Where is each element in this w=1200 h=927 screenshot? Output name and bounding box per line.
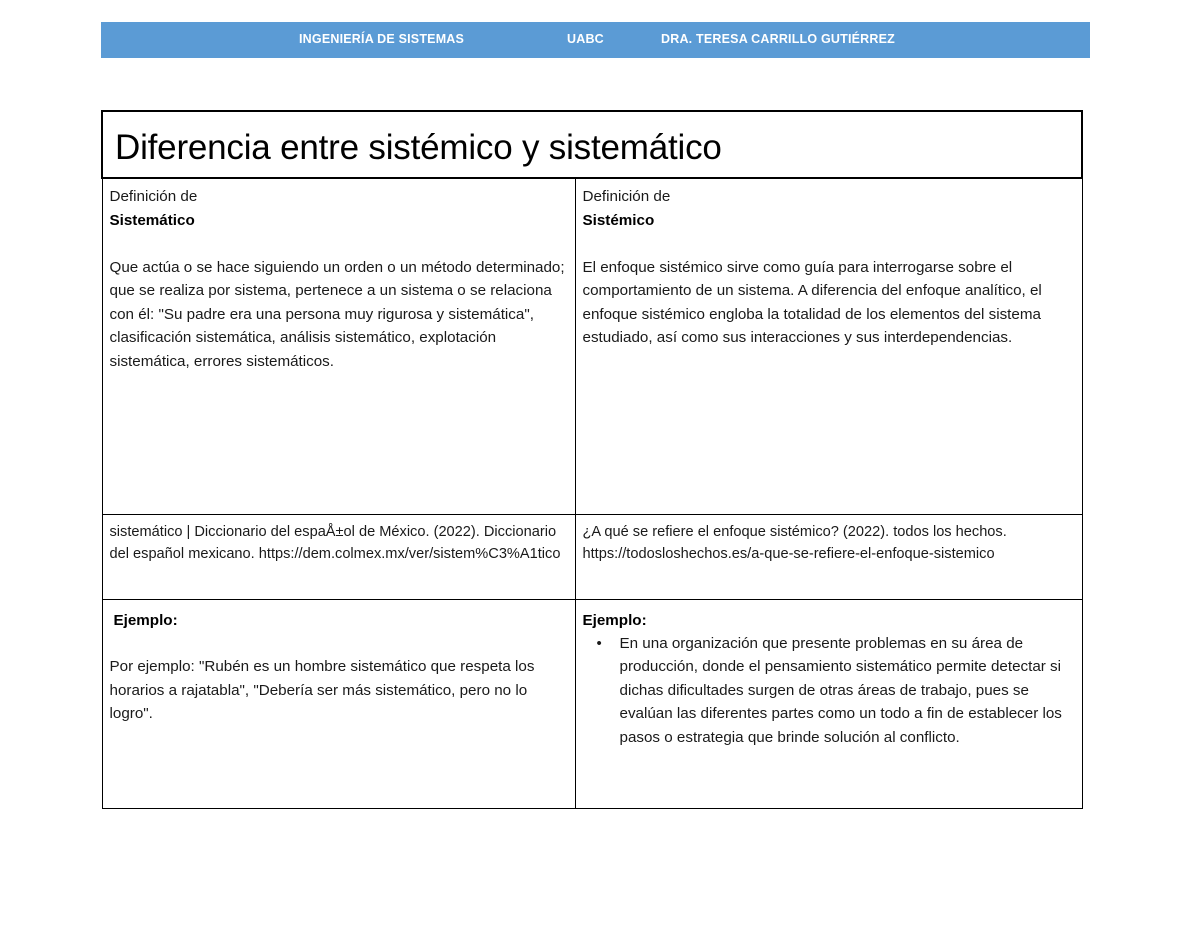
table-row-examples bbox=[102, 599, 1082, 808]
example-body-left: Por ejemplo: "Rubén es un hombre sistemático que respeta los horarios a rajatabla", "Debería ser más sistemático, pero no lo logro". bbox=[109, 658, 535, 722]
definition-body-right: El enfoque sistémico sirve como guía para interrogarse sobre el comportamiento de un sistema. A diferencia del enfoque analítico, el enfoque sistémico engloba la totalidad de los elementos del sistema estudiado, así como sus interacciones y sus interdependencias. bbox=[582, 258, 1042, 346]
header-professor-name: DRA. TERESA CARRILLO GUTIÉRREZ bbox=[661, 32, 896, 46]
example-bullet-list bbox=[583, 632, 1074, 750]
comparison-table bbox=[101, 110, 1083, 809]
definition-cell-sistemico bbox=[575, 178, 1082, 514]
table-row-citations bbox=[102, 514, 1082, 599]
header-institution-name: UABC bbox=[567, 32, 604, 46]
list-item bbox=[583, 632, 1074, 750]
table-title-cell bbox=[102, 111, 1082, 178]
example-heading-left: Ejemplo: bbox=[113, 611, 178, 629]
table-row-definitions bbox=[102, 178, 1082, 514]
citation-text-left: sistemático | Diccionario del espaÅ±ol de México. (2022). Diccionario del español mexicano. https://dem.colmex.mx/ver/sistem%C3%A1tico bbox=[109, 523, 561, 562]
definition-body-left: Que actúa o se hace siguiendo un orden o un método determinado; que se realiza por sistema, pertenece a un sistema o se relaciona con él: "Su padre era una persona muy rigurosa y sistemática", clasificación sistemática, análisis sistemático, explotación sistemática, errores sistemáticos. bbox=[109, 258, 565, 370]
definition-term-left: Sistemático bbox=[109, 211, 195, 229]
list-item-text: En una organización que presente problemas en su área de producción, donde el pensamiento sistemático permite detectar si dichas dificultades surgen de otras áreas de trabajo, pues se evalúan las diferentes partes como un todo a fin de establecer los pasos o estrategia que brinde solución al conflicto. bbox=[619, 634, 1062, 746]
definition-label-left: Definición de bbox=[109, 188, 198, 205]
example-cell-sistemico bbox=[575, 599, 1082, 808]
spacer-left-example bbox=[110, 632, 567, 656]
citation-cell-sistemico bbox=[575, 514, 1082, 599]
citation-text-right: ¿A qué se refiere el enfoque sistémico? (2022). todos los hechos. https://todosloshechos.es/a-que-se-refiere-el-enfoque-sistemico bbox=[582, 523, 1007, 562]
definition-label-right: Definición de bbox=[582, 188, 671, 205]
definition-cell-sistematico bbox=[102, 178, 575, 514]
definition-term-right: Sistémico bbox=[582, 211, 655, 229]
citation-cell-sistematico bbox=[102, 514, 575, 599]
page-header-banner bbox=[101, 22, 1090, 58]
page-header-banner-content bbox=[101, 22, 1090, 58]
table-row-title bbox=[102, 111, 1082, 178]
page-title: Diferencia entre sistémico y sistemático bbox=[115, 128, 722, 167]
header-program-name: INGENIERÍA DE SISTEMAS bbox=[299, 32, 465, 46]
example-cell-sistematico bbox=[102, 599, 575, 808]
spacer-left-definition bbox=[110, 232, 567, 256]
spacer-right-definition bbox=[583, 232, 1074, 256]
example-heading-right: Ejemplo: bbox=[582, 611, 647, 629]
bullet-icon: • bbox=[596, 634, 602, 652]
